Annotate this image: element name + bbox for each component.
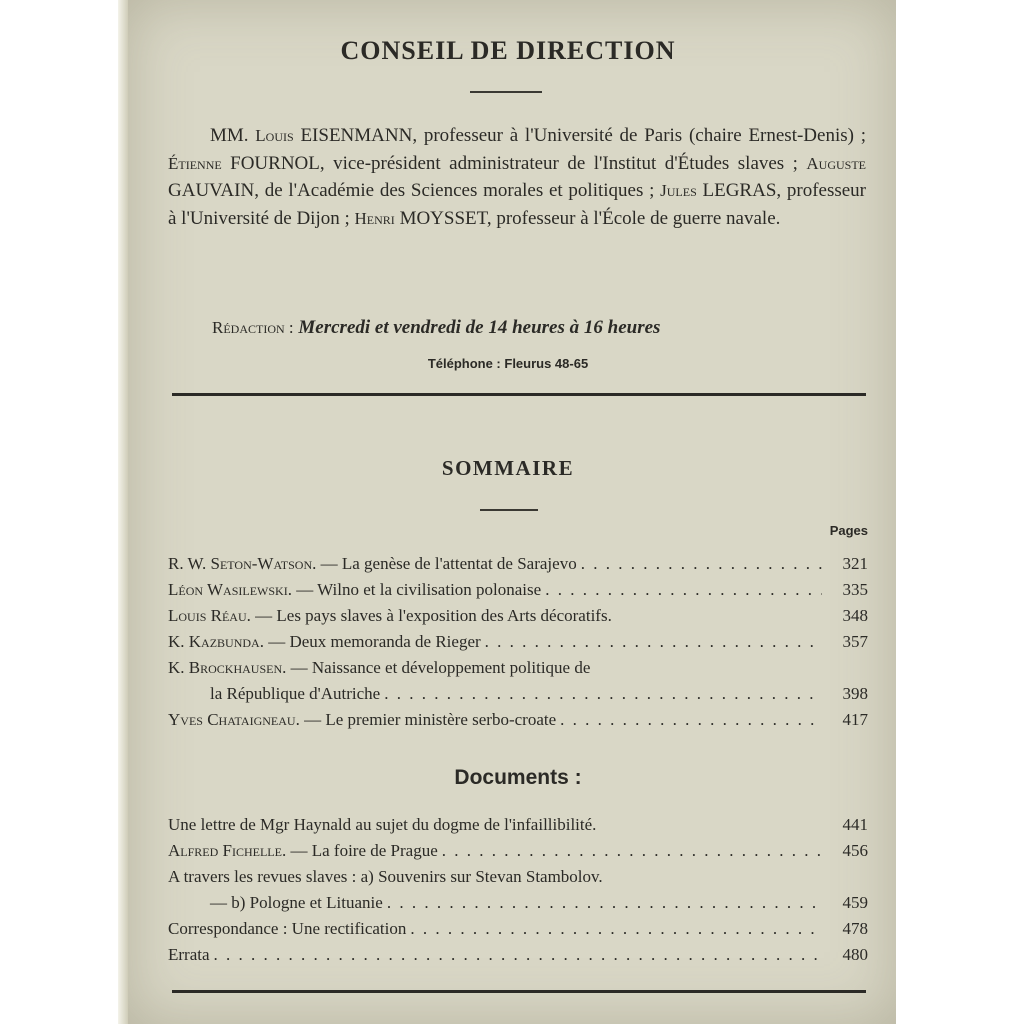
toc-entry <box>168 681 868 707</box>
toc-entry <box>168 838 868 864</box>
toc-entry-text <box>168 655 590 681</box>
toc-title: — b) Pologne et Lituanie <box>210 893 383 912</box>
toc-entry <box>168 551 868 577</box>
council-heading: CONSEIL DE DIRECTION <box>340 36 676 65</box>
toc-entry <box>168 916 868 942</box>
member-firstname: Louis <box>255 126 294 145</box>
member-firstname: Auguste <box>806 153 866 173</box>
section-divider <box>172 393 866 396</box>
toc-title: A travers les revues slaves : a) Souvenirs sur Stevan Stambolov. <box>168 867 603 886</box>
leader-dots <box>442 838 822 864</box>
sommaire-list <box>168 551 868 733</box>
toc-entry <box>168 812 868 838</box>
heading-rule <box>470 91 542 93</box>
toc-entry <box>168 864 868 890</box>
leader-dots <box>581 551 822 577</box>
toc-entry-text <box>168 864 603 890</box>
toc-page-number: 456 <box>842 841 868 860</box>
toc-entry-text <box>168 942 210 968</box>
toc-title: — Naissance et développement politique de <box>286 658 591 677</box>
member-text: MOYSSET, professeur à l'École de guerre navale. <box>394 207 781 229</box>
toc-page-number: 441 <box>842 815 868 834</box>
leader-dots <box>214 942 822 968</box>
toc-page-number: 478 <box>842 919 868 938</box>
page-edge <box>118 0 128 1024</box>
toc-title: — La foire de Prague <box>286 841 438 860</box>
member-text: FOURNOL, vice-président administrateur de l'Institut d'Études slaves ; <box>221 152 807 174</box>
toc-author: K. Kazbunda. <box>168 632 264 651</box>
toc-entry-text <box>168 838 438 864</box>
toc-entry <box>168 942 868 968</box>
redaction-line <box>212 317 660 339</box>
sommaire-rule <box>480 509 538 511</box>
leader-dots <box>387 890 822 916</box>
leader-dots <box>545 577 822 603</box>
member-text: EISENMANN, professeur à l'Université de Paris (chaire Ernest-Denis) ; <box>293 125 866 146</box>
member-firstname: Jules <box>660 181 697 200</box>
council-paragraph <box>168 122 866 232</box>
toc-entry <box>168 890 868 916</box>
toc-entry-text <box>168 707 556 733</box>
member-text: GAUVAIN, de l'Académie des Sciences morales et politiques ; <box>168 180 661 201</box>
documents-heading: Documents : <box>454 766 582 789</box>
toc-author: K. Brockhausen. <box>168 658 287 677</box>
telephone-line: Téléphone : Fleurus 48-65 <box>427 356 589 371</box>
pages-column-header: Pages <box>829 523 868 538</box>
council-prefix: MM. <box>210 125 256 146</box>
toc-entry-text <box>168 681 380 707</box>
toc-entry-text <box>168 603 612 629</box>
toc-title: Une lettre de Mgr Haynald au sujet du dogme de l'infaillibilité. <box>168 815 597 834</box>
toc-title: — Wilno et la civilisation polonaise <box>291 580 542 599</box>
toc-entry <box>168 603 868 629</box>
leader-dots <box>410 916 822 942</box>
toc-author: R. W. Seton-Watson. <box>168 554 317 573</box>
toc-page-number: 417 <box>842 710 868 729</box>
redaction-label: Rédaction : <box>212 318 294 337</box>
toc-entry-text <box>168 890 383 916</box>
leader-dots <box>485 629 822 655</box>
toc-entry <box>168 707 868 733</box>
toc-title: — La genèse de l'attentat de Sarajevo <box>316 554 577 573</box>
redaction-hours: Mercredi et vendredi de 14 heures à 16 heures <box>298 317 661 338</box>
bottom-divider <box>172 990 866 993</box>
toc-author: Léon Wasilewski. <box>168 580 292 599</box>
toc-entry-text <box>168 577 541 603</box>
toc-entry-text <box>168 551 577 577</box>
toc-page-number: 335 <box>842 580 868 599</box>
member-text: LEGRAS, professeur à l'Université de Dijon ; <box>168 180 867 229</box>
toc-author: Alfred Fichelle. <box>168 841 287 860</box>
toc-page-number: 357 <box>842 632 868 651</box>
toc-entry-text <box>168 629 481 655</box>
toc-page-number: 480 <box>842 945 868 964</box>
toc-title: Correspondance : Une rectification <box>168 919 407 938</box>
toc-title: — Les pays slaves à l'exposition des Arts décoratifs. <box>250 606 612 625</box>
toc-entry <box>168 629 868 655</box>
toc-title: — Le premier ministère serbo-croate <box>299 710 557 729</box>
toc-entry-text <box>168 812 596 838</box>
member-firstname: Henri <box>354 208 395 228</box>
member-firstname: Étienne <box>168 153 222 173</box>
toc-entry <box>168 577 868 603</box>
toc-entry <box>168 655 868 681</box>
leader-dots <box>384 681 822 707</box>
leader-dots <box>560 707 822 733</box>
toc-author: Louis Réau. <box>168 606 251 625</box>
toc-page-number: 398 <box>842 684 868 703</box>
toc-title: la République d'Autriche <box>210 684 381 703</box>
toc-title: — Deux memoranda de Rieger <box>263 632 481 651</box>
sommaire-heading: SOMMAIRE <box>441 456 575 480</box>
documents-list <box>168 812 868 968</box>
toc-page-number: 459 <box>842 893 868 912</box>
toc-title: Errata <box>168 945 210 964</box>
toc-page-number: 321 <box>842 554 868 573</box>
toc-page-number: 348 <box>842 606 868 625</box>
toc-author: Yves Chataigneau. <box>168 710 300 729</box>
toc-entry-text <box>168 916 406 942</box>
